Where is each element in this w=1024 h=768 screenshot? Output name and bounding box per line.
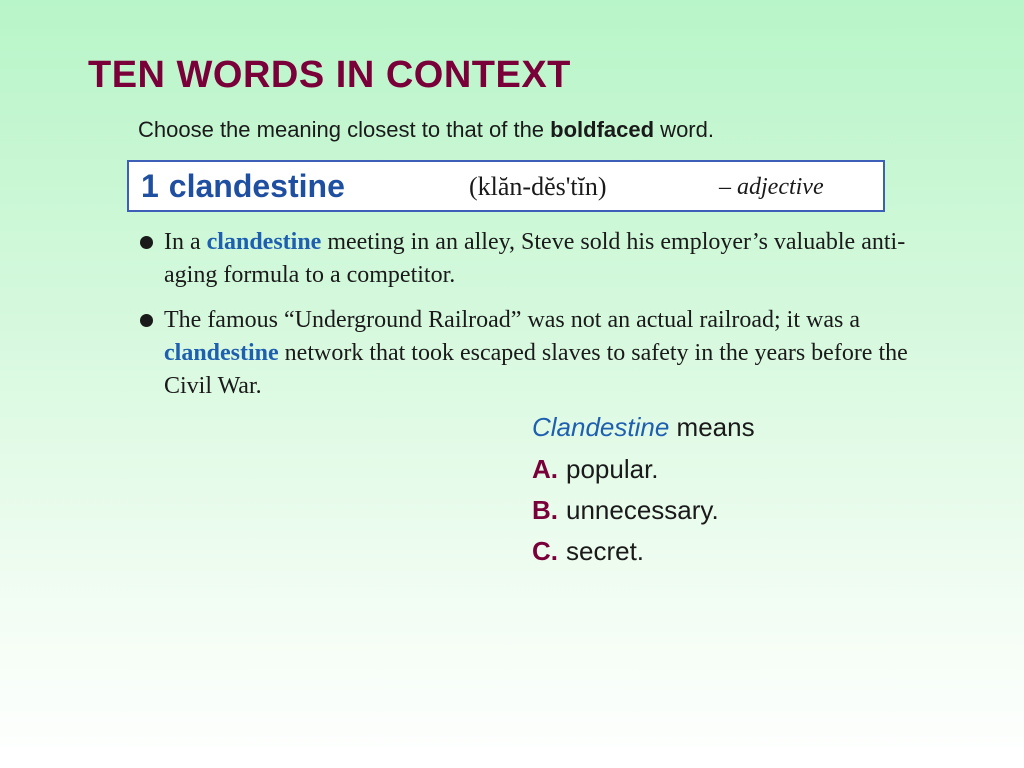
- sentence-before: The famous “Underground Railroad” was not an actual railroad; it was a: [164, 307, 860, 333]
- meaning-question: [532, 412, 755, 572]
- word-number: 1: [141, 168, 159, 204]
- bullet-icon: [140, 314, 153, 327]
- answer-option-a[interactable]: [532, 449, 755, 490]
- sentence-after: meeting in an alley, Steve sold his employer’s valuable anti-aging formula to a competitor.: [164, 229, 906, 288]
- bullet-icon: [140, 236, 153, 249]
- slide-title: TEN WORDS IN CONTEXT: [88, 54, 571, 96]
- instruction-bold-word: boldfaced: [550, 117, 655, 142]
- example-sentence: [138, 304, 928, 403]
- sentence-after: network that took escaped slaves to safety in the years before the Civil War.: [164, 340, 908, 399]
- option-letter: A.: [532, 454, 558, 484]
- example-sentences: [138, 226, 928, 415]
- option-letter: C.: [532, 536, 558, 566]
- instruction-before: Choose the meaning closest to that of the: [138, 117, 551, 142]
- word-term: clandestine: [168, 168, 345, 204]
- answer-option-b[interactable]: [532, 490, 755, 531]
- word-pronunciation: (klăn-dĕs'tĭn): [469, 172, 607, 201]
- question-rest: means: [669, 412, 755, 442]
- option-text: secret.: [566, 536, 645, 566]
- question-prompt: [532, 412, 755, 443]
- sentence-keyword: clandestine: [164, 340, 279, 366]
- word-entry: [141, 168, 345, 205]
- sentence-keyword: clandestine: [206, 229, 322, 255]
- option-letter: B.: [532, 495, 558, 525]
- instruction-text: [138, 117, 714, 143]
- answer-option-c[interactable]: [532, 531, 755, 572]
- option-text: unnecessary.: [566, 495, 719, 525]
- vocabulary-word-box: [127, 160, 885, 212]
- question-keyword: Clandestine: [532, 412, 670, 442]
- option-text: popular.: [566, 454, 659, 484]
- example-sentence: [138, 226, 928, 292]
- instruction-after: word.: [654, 117, 714, 142]
- sentence-before: In a: [164, 229, 207, 255]
- word-part-of-speech: – adjective: [719, 174, 824, 200]
